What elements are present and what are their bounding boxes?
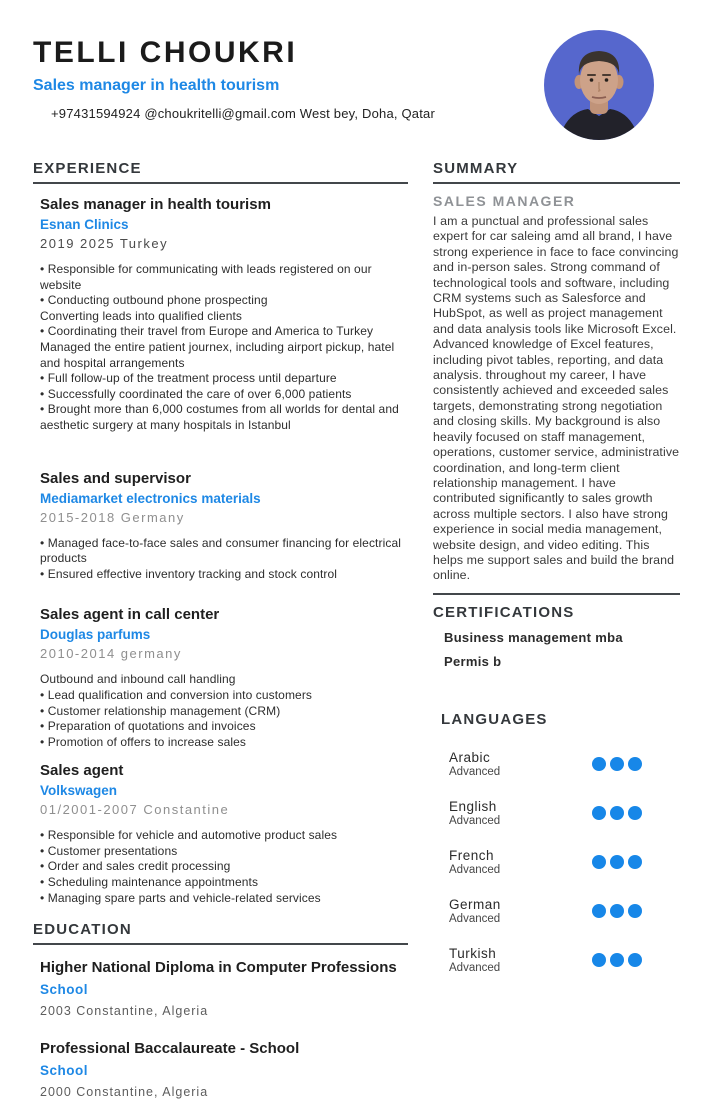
proficiency-dot — [610, 757, 624, 771]
job-bullet-line: • Customer relationship management (CRM) — [40, 703, 281, 718]
education-entry — [33, 1040, 408, 1099]
job-company: Esnan Clinics — [40, 217, 129, 232]
proficiency-dot — [592, 855, 606, 869]
language-labels — [441, 799, 500, 827]
job-title: Sales agent in call center — [40, 606, 220, 624]
job-bullet-line: • Managed face-to-face sales and consumer financing for electrical products — [40, 535, 401, 566]
education-heading: EDUCATION — [33, 921, 408, 945]
language-level: Advanced — [449, 912, 501, 925]
job-bullet-line: • Lead qualification and conversion into customers — [40, 687, 313, 702]
language-dots — [592, 904, 642, 918]
education-degree: Professional Baccalaureate - School — [40, 1040, 300, 1058]
job-bullet-line: • Promotion of offers to increase sales — [40, 734, 246, 749]
education-list — [33, 959, 408, 1099]
job-bullet-line: • Full follow-up of the treatment process until departure — [40, 371, 337, 386]
language-dots — [592, 855, 642, 869]
job-title: Sales and supervisor — [40, 469, 191, 487]
language-dots — [592, 953, 642, 967]
proficiency-dot — [592, 904, 606, 918]
job-bullet-line: • Scheduling maintenance appointments — [40, 875, 259, 890]
job-date: 2010-2014 germany — [40, 646, 182, 662]
job-bullet-line: • Preparation of quotations and invoices — [40, 719, 256, 734]
education-section — [33, 921, 408, 1099]
proficiency-dot — [592, 757, 606, 771]
job-bullet-line: • Managing spare parts and vehicle-related services — [40, 890, 321, 905]
summary-divider — [433, 593, 680, 595]
summary-heading: SUMMARY — [433, 160, 680, 184]
job-bullet-line: • Conducting outbound phone prospecting — [40, 293, 268, 308]
job-bullet-line: Managed the entire patient journex, including airport pickup, hatel and hospital arrangements — [40, 339, 395, 370]
education-date: 2003 Constantine, Algeria — [40, 1004, 209, 1019]
language-labels — [441, 750, 500, 778]
job-bullet-line: Converting leads into qualified clients — [40, 308, 243, 323]
job-bullet-line: • Coordinating their travel from Europe and America to Turkey — [40, 324, 374, 339]
proficiency-dot — [610, 855, 624, 869]
certifications-heading: CERTIFICATIONS — [433, 603, 575, 621]
language-labels — [441, 897, 501, 925]
language-row — [441, 946, 680, 974]
proficiency-dot — [628, 757, 642, 771]
job-entry — [33, 606, 408, 750]
resume-header — [33, 36, 533, 121]
job-entry — [33, 470, 408, 583]
language-row — [441, 897, 680, 925]
profile-photo-illustration — [544, 30, 654, 140]
job-bullets — [40, 672, 408, 750]
certifications-section — [433, 604, 680, 669]
language-name: German — [449, 896, 501, 912]
jobs-list — [33, 196, 408, 906]
language-dots — [592, 757, 642, 771]
proficiency-dot — [610, 904, 624, 918]
language-labels — [441, 946, 500, 974]
education-school: School — [40, 1063, 89, 1079]
job-bullet-line: • Responsible for vehicle and automotive product sales — [40, 828, 338, 843]
job-bullet-line: • Customer presentations — [40, 843, 178, 858]
language-level: Advanced — [449, 961, 501, 974]
languages-section — [433, 711, 680, 974]
proficiency-dot — [610, 953, 624, 967]
job-bullets — [40, 828, 408, 906]
job-bullets — [40, 262, 408, 434]
job-bullet-line: • Brought more than 6,000 costumes from all worlds for dental and aesthetic surgery at many hospitals in Istanbul — [40, 402, 399, 432]
certification-item: Permis b — [444, 653, 502, 669]
body-columns — [33, 160, 692, 1099]
proficiency-dot — [628, 953, 642, 967]
job-bullets — [40, 536, 408, 583]
language-level: Advanced — [449, 765, 501, 778]
language-level: Advanced — [449, 814, 501, 827]
language-dots — [592, 806, 642, 820]
candidate-name: TELLI CHOUKRI — [33, 36, 298, 69]
job-company: Mediamarket electronics materials — [40, 490, 261, 506]
language-labels — [441, 848, 500, 876]
certifications-list — [433, 630, 680, 669]
job-bullet-line: • Responsible for communicating with leads registered on our website — [40, 262, 372, 292]
language-row — [441, 799, 680, 827]
job-bullet-line: • Successfully coordinated the care of over 6,000 patients — [40, 386, 352, 401]
proficiency-dot — [610, 806, 624, 820]
proficiency-dot — [592, 806, 606, 820]
job-entry — [33, 762, 408, 906]
experience-heading: EXPERIENCE — [33, 160, 408, 184]
job-bullet-line: • Ensured effective inventory tracking and stock control — [40, 566, 338, 581]
job-bullet-line: • Order and sales credit processing — [40, 859, 231, 874]
job-entry — [33, 196, 408, 434]
job-company: Douglas parfums — [40, 627, 151, 643]
certification-item: Business management mba — [444, 629, 623, 645]
proficiency-dot — [628, 855, 642, 869]
education-entry — [33, 959, 408, 1018]
education-date: 2000 Constantine, Algeria — [40, 1085, 209, 1099]
job-title: Sales agent — [40, 762, 124, 780]
language-name: English — [449, 798, 497, 814]
job-title: Sales manager in health tourism — [40, 196, 271, 213]
right-column — [433, 160, 680, 1099]
proficiency-dot — [628, 904, 642, 918]
proficiency-dot — [628, 806, 642, 820]
job-date: 2015-2018 Germany — [40, 509, 185, 525]
job-date: 01/2001-2007 Constantine — [40, 802, 230, 818]
languages-heading: LANGUAGES — [441, 710, 548, 728]
proficiency-dot — [592, 953, 606, 967]
languages-list — [441, 750, 680, 974]
contact-info: +97431594924 @choukritelli@gmail.com West bey, Doha, Qatar — [51, 106, 436, 121]
language-level: Advanced — [449, 863, 501, 876]
job-company: Volkswagen — [40, 783, 118, 799]
candidate-title: Sales manager in health tourism — [33, 77, 280, 94]
job-bullet-line: Outbound and inbound call handling — [40, 672, 236, 687]
left-column — [33, 160, 408, 1099]
education-school: School — [40, 982, 89, 998]
summary-subheading: SALES MANAGER — [433, 193, 576, 209]
avatar — [544, 30, 654, 140]
language-name: French — [449, 847, 495, 863]
language-row — [441, 750, 680, 778]
job-date: 2019 2025 Turkey — [40, 236, 169, 251]
language-name: Turkish — [449, 945, 497, 961]
language-name: Arabic — [449, 749, 491, 765]
language-row — [441, 848, 680, 876]
education-degree: Higher National Diploma in Computer Professions — [40, 959, 397, 977]
summary-text: I am a punctual and professional sales expert for car saleing amd all brand, I have strong experience in face to face convincing and in-person sales. Strong command of technological tools and software, including CRM systems such as Salesforce and HubSpot, as well as project management and data analysis tools like Microsoft Excel. Advanced knowledge of Excel features, including pivot tables, reporting, and data analysis. throughout my career, I have consistently achieved and exceeded sales targets, demonstrating strong negotiation and closing skills. My background is also heavily focused on staff management, operations, customer service, administrative coordination, and long-term client relationship management. I have contributed significantly to sales growth across multiple sectors. I also have strong experience in social media management, website design, and video editing. This helps me support sales and build the brand online. — [433, 214, 680, 583]
